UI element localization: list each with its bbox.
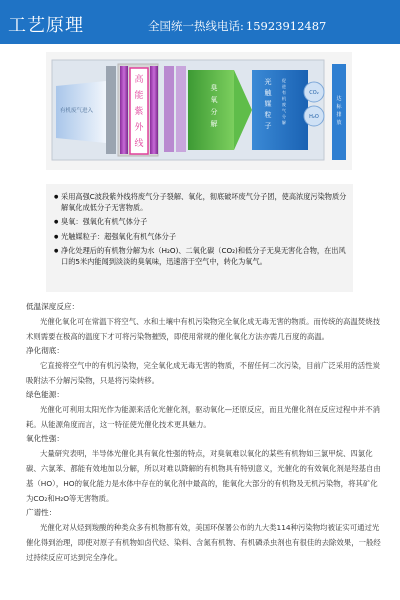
- feature-panel: [46, 184, 353, 292]
- catalyst-zone: [252, 70, 308, 150]
- catalyst-sub-char: 促: [281, 78, 287, 83]
- catalyst-sub-char: 有: [281, 90, 287, 95]
- catalyst-label-char: 光: [264, 78, 272, 86]
- uv-label-char: 高: [134, 75, 144, 85]
- feature-item: ● 光触媒粒子：超强氧化有机气体分子: [54, 232, 347, 243]
- co2-label: CO₂: [309, 90, 319, 96]
- catalyst-sub-char: 解: [281, 120, 287, 125]
- section-text: 光催化对从烃到羧酸的种类众多有机物都有效，美国环保署公布的九大类114种污染物均被证实可通过光催化得到治理，即使对原子有机物如卤代烃、染料、含氮有机物、有机磷杀虫剂也有很佳的去除效果，一般经过持续反应可达到完全净化。: [26, 523, 381, 562]
- uv-label-char: 能: [134, 91, 144, 101]
- section-text: 光催化氧化可在常温下将空气、水和土壤中有机污染物完全氧化成无毒无害的物质。而传统的高温焚烧技术则需要在极高的温度下才可将污染物摧毁，即使用常规的催化氧化方法亦需几百度的高温。: [26, 317, 380, 341]
- catalyst-sub-char: 机: [281, 96, 287, 101]
- uv-tube: [120, 66, 128, 154]
- ozone-label-char: 氧: [210, 96, 218, 104]
- h2o-label: H₂O: [309, 114, 319, 120]
- section-heading: 净化彻底：: [26, 346, 64, 355]
- outlet-label-char: 放: [336, 120, 342, 126]
- ozone-label-char: 臭: [210, 84, 218, 92]
- hotline-label: 全国统一热线电话:: [148, 19, 244, 33]
- catalyst-label-char: 子: [264, 122, 272, 130]
- catalyst-label-char: 媒: [264, 100, 272, 108]
- catalyst-label-char: 粒: [264, 111, 272, 119]
- outlet-label-char: 排: [336, 112, 342, 118]
- section-heading: 低温深度反应：: [26, 302, 80, 311]
- page-title: 工艺原理: [8, 15, 84, 36]
- section-heading: 绿色能源：: [26, 390, 64, 399]
- principle-description: [26, 300, 382, 565]
- uv-glow: [164, 66, 174, 152]
- catalyst-sub-char: 进: [281, 84, 287, 89]
- section-heading: 氧化性强：: [26, 434, 64, 443]
- process-diagram-graphic: [46, 52, 352, 170]
- catalyst-sub-char: 气: [281, 108, 287, 113]
- feature-item: ● 臭氧：强氧化有机气体分子: [54, 217, 347, 228]
- section-text: 光催化可利用太阳光作为能源来活化光催化剂，驱动氧化—还原反应，而且光催化剂在反应过程中并不消耗。从能源角度而言，这一特征使光催化技术更具魅力。: [26, 405, 380, 429]
- outlet-label-char: 达: [336, 96, 342, 102]
- feature-list: [46, 184, 353, 267]
- header-bar: [0, 0, 400, 44]
- catalyst-sub-char: 废: [281, 102, 287, 107]
- outlet-label-char: 标: [336, 104, 342, 110]
- uv-label-char: 紫: [134, 107, 144, 117]
- catalyst-label: [265, 77, 273, 130]
- hotline-number[interactable]: 15923912487: [245, 19, 327, 33]
- feature-item: ● 采用高强C波段紫外线将废气分子裂解、氧化，彻底破坏废气分子团，使高浓度污染物质分解氧化成低分子无害物质。: [54, 192, 347, 213]
- hotline: [148, 18, 326, 34]
- uv-label-char: 外: [134, 123, 144, 133]
- ozone-label-char: 解: [210, 120, 218, 128]
- section-text: 它直接将空气中的有机污染物，完全氧化成无毒无害的物质，不留任何二次污染，目前广泛采用的活性炭吸附法不分解污染物，只是将污染转移。: [26, 361, 380, 385]
- section-text: 大量研究表明，半导体光催化具有氧化性强的特点，对臭氧难以氧化的某些有机物如三氯甲烷、四氯化碳、六氯苯、都能有效地加以分解，所以对难以降解的有机物具有特别意义，光催化的有效氧化剂是羟基自由基（HO），HO的氧化能力是水体中存在的氧化剂中最高的，能氧化大部分的有机物及无机污染物，将其矿化为CO₂和H₂O等无害物质。: [26, 449, 381, 503]
- filter-grid: [106, 66, 116, 154]
- ozone-label-char: 分: [210, 108, 218, 116]
- uv-label-char: 线: [134, 139, 144, 149]
- uv-tube: [150, 66, 158, 154]
- feature-item: ● 净化处理后的有机物分解为水（H₂O)、二氧化碳（CO₂)和低分子无臭无害化合物，在出风口的5米内能闻到淡淡的臭氧味，迅速溶于空气中，转化为氧气。: [54, 246, 347, 267]
- catalyst-label-char: 触: [264, 89, 272, 97]
- catalyst-sub-char: 分: [281, 114, 287, 119]
- process-diagram: [46, 52, 352, 170]
- uv-glow: [176, 66, 186, 152]
- section-heading: 广谱性：: [26, 508, 57, 517]
- inlet-label: 有机废气进入: [60, 108, 94, 114]
